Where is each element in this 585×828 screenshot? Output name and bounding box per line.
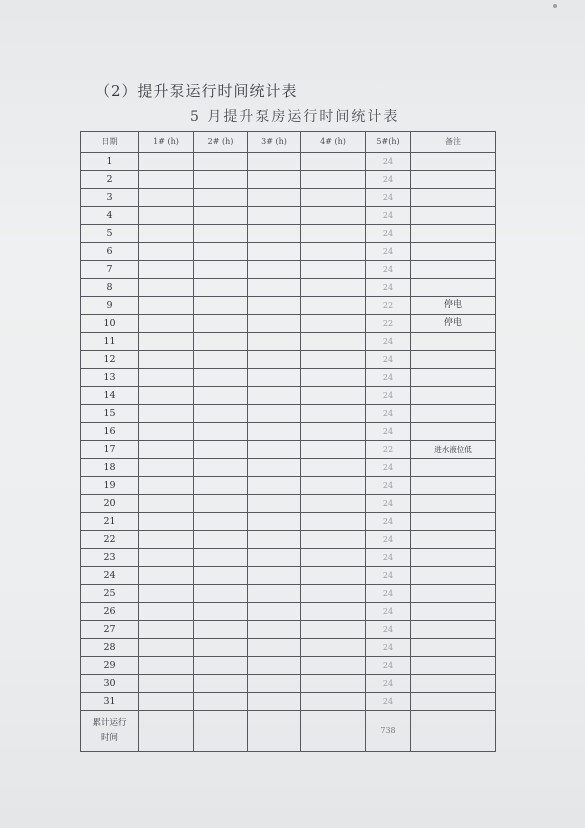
header-date: 日期 bbox=[81, 132, 139, 153]
cell-remark bbox=[411, 189, 496, 207]
cell-remark bbox=[411, 225, 496, 243]
cell-pump-2 bbox=[194, 675, 248, 693]
table-row bbox=[81, 639, 496, 657]
cell-pump-4 bbox=[301, 495, 366, 513]
cell-pump-2 bbox=[194, 153, 248, 171]
cell-pump-4 bbox=[301, 333, 366, 351]
header-remark: 备注 bbox=[411, 132, 496, 153]
section-title: （2）提升泵运行时间统计表 bbox=[95, 82, 298, 100]
cell-date: 31 bbox=[81, 693, 139, 711]
cell-date: 30 bbox=[81, 675, 139, 693]
header-pump-4: 4# (h) bbox=[301, 132, 366, 153]
cell-pump-1 bbox=[139, 459, 194, 477]
cell-remark bbox=[411, 495, 496, 513]
cell-pump-1 bbox=[139, 189, 194, 207]
cell-remark bbox=[411, 387, 496, 405]
table-row bbox=[81, 441, 496, 459]
cell-pump-2 bbox=[194, 549, 248, 567]
cell-pump-5: 24 bbox=[366, 351, 411, 369]
table-row bbox=[81, 675, 496, 693]
cell-pump-2 bbox=[194, 603, 248, 621]
cell-pump-3 bbox=[248, 315, 301, 333]
cell-total-pump-4 bbox=[301, 711, 366, 752]
cell-date: 3 bbox=[81, 189, 139, 207]
cell-pump-3 bbox=[248, 549, 301, 567]
cell-total-remark bbox=[411, 711, 496, 752]
cell-pump-3 bbox=[248, 531, 301, 549]
header-pump-2: 2# (h) bbox=[194, 132, 248, 153]
cell-pump-2 bbox=[194, 279, 248, 297]
cell-pump-3 bbox=[248, 513, 301, 531]
cell-pump-2 bbox=[194, 261, 248, 279]
cell-pump-4 bbox=[301, 315, 366, 333]
cell-pump-1 bbox=[139, 549, 194, 567]
cell-remark bbox=[411, 513, 496, 531]
cell-pump-3 bbox=[248, 459, 301, 477]
table-row bbox=[81, 495, 496, 513]
cell-date: 10 bbox=[81, 315, 139, 333]
cell-date: 7 bbox=[81, 261, 139, 279]
cell-pump-1 bbox=[139, 315, 194, 333]
table-row bbox=[81, 261, 496, 279]
cell-pump-4 bbox=[301, 225, 366, 243]
cell-pump-5: 24 bbox=[366, 171, 411, 189]
cell-pump-4 bbox=[301, 513, 366, 531]
cell-pump-4 bbox=[301, 459, 366, 477]
cell-remark bbox=[411, 333, 496, 351]
cell-pump-5: 24 bbox=[366, 261, 411, 279]
cell-pump-4 bbox=[301, 639, 366, 657]
total-label-line-2: 时间 bbox=[100, 733, 118, 743]
table-row bbox=[81, 297, 496, 315]
table-row bbox=[81, 693, 496, 711]
table-row bbox=[81, 279, 496, 297]
cell-pump-3 bbox=[248, 441, 301, 459]
cell-pump-2 bbox=[194, 495, 248, 513]
cell-pump-5: 22 bbox=[366, 297, 411, 315]
paper-mark bbox=[553, 4, 557, 8]
cell-pump-4 bbox=[301, 387, 366, 405]
cell-pump-5: 24 bbox=[366, 495, 411, 513]
cell-pump-2 bbox=[194, 369, 248, 387]
cell-pump-5: 24 bbox=[366, 243, 411, 261]
cell-pump-3 bbox=[248, 405, 301, 423]
cell-remark bbox=[411, 369, 496, 387]
cell-date: 12 bbox=[81, 351, 139, 369]
table-row bbox=[81, 549, 496, 567]
cell-pump-3 bbox=[248, 297, 301, 315]
cell-pump-4 bbox=[301, 621, 366, 639]
cell-pump-5: 24 bbox=[366, 639, 411, 657]
cell-date: 5 bbox=[81, 225, 139, 243]
cell-pump-2 bbox=[194, 225, 248, 243]
cell-pump-5: 24 bbox=[366, 207, 411, 225]
cell-pump-5: 24 bbox=[366, 549, 411, 567]
cell-pump-4 bbox=[301, 657, 366, 675]
cell-remark bbox=[411, 675, 496, 693]
cell-pump-3 bbox=[248, 693, 301, 711]
cell-pump-4 bbox=[301, 405, 366, 423]
cell-pump-3 bbox=[248, 207, 301, 225]
table-row bbox=[81, 513, 496, 531]
cell-pump-1 bbox=[139, 171, 194, 189]
cell-remark bbox=[411, 549, 496, 567]
cell-date: 20 bbox=[81, 495, 139, 513]
header-pump-1: 1# (h) bbox=[139, 132, 194, 153]
cell-date: 28 bbox=[81, 639, 139, 657]
cell-remark bbox=[411, 477, 496, 495]
table-row bbox=[81, 567, 496, 585]
cell-pump-5: 24 bbox=[366, 675, 411, 693]
cell-pump-5: 24 bbox=[366, 189, 411, 207]
cell-remark bbox=[411, 567, 496, 585]
cell-pump-3 bbox=[248, 675, 301, 693]
cell-pump-5: 24 bbox=[366, 693, 411, 711]
cell-pump-2 bbox=[194, 441, 248, 459]
cell-pump-4 bbox=[301, 567, 366, 585]
cell-pump-3 bbox=[248, 225, 301, 243]
cell-pump-4 bbox=[301, 351, 366, 369]
cell-pump-5: 24 bbox=[366, 657, 411, 675]
cell-date: 16 bbox=[81, 423, 139, 441]
table-row bbox=[81, 315, 496, 333]
cell-date: 4 bbox=[81, 207, 139, 225]
cell-pump-4 bbox=[301, 261, 366, 279]
cell-pump-3 bbox=[248, 621, 301, 639]
cell-pump-2 bbox=[194, 657, 248, 675]
cell-remark bbox=[411, 693, 496, 711]
cell-remark bbox=[411, 351, 496, 369]
table-row bbox=[81, 657, 496, 675]
cell-pump-5: 24 bbox=[366, 405, 411, 423]
cell-pump-1 bbox=[139, 693, 194, 711]
cell-pump-5: 24 bbox=[366, 585, 411, 603]
cell-remark bbox=[411, 153, 496, 171]
cell-pump-4 bbox=[301, 369, 366, 387]
cell-pump-4 bbox=[301, 243, 366, 261]
cell-pump-2 bbox=[194, 315, 248, 333]
cell-remark: 停电 bbox=[411, 315, 496, 333]
cell-pump-4 bbox=[301, 153, 366, 171]
cell-pump-1 bbox=[139, 675, 194, 693]
cell-pump-2 bbox=[194, 513, 248, 531]
cell-pump-2 bbox=[194, 423, 248, 441]
cell-pump-4 bbox=[301, 693, 366, 711]
cell-date: 8 bbox=[81, 279, 139, 297]
cell-pump-1 bbox=[139, 441, 194, 459]
cell-total-pump-3 bbox=[248, 711, 301, 752]
cell-pump-2 bbox=[194, 297, 248, 315]
cell-pump-3 bbox=[248, 567, 301, 585]
cell-pump-4 bbox=[301, 585, 366, 603]
cell-pump-1 bbox=[139, 423, 194, 441]
cell-remark: 进水液位低 bbox=[411, 441, 496, 459]
header-pump-3: 3# (h) bbox=[248, 132, 301, 153]
cell-total-pump-1 bbox=[139, 711, 194, 752]
cell-date: 2 bbox=[81, 171, 139, 189]
cell-pump-5: 24 bbox=[366, 225, 411, 243]
cell-remark bbox=[411, 423, 496, 441]
cell-pump-2 bbox=[194, 567, 248, 585]
cell-pump-3 bbox=[248, 261, 301, 279]
cell-pump-1 bbox=[139, 369, 194, 387]
cell-pump-3 bbox=[248, 603, 301, 621]
cell-pump-1 bbox=[139, 531, 194, 549]
total-label bbox=[81, 711, 139, 752]
cell-pump-1 bbox=[139, 513, 194, 531]
table-row bbox=[81, 477, 496, 495]
cell-pump-1 bbox=[139, 405, 194, 423]
cell-remark bbox=[411, 279, 496, 297]
cell-pump-4 bbox=[301, 675, 366, 693]
table-row bbox=[81, 171, 496, 189]
cell-pump-1 bbox=[139, 567, 194, 585]
cell-pump-3 bbox=[248, 243, 301, 261]
cell-pump-3 bbox=[248, 171, 301, 189]
runtime-table bbox=[80, 131, 496, 752]
cell-pump-5: 24 bbox=[366, 333, 411, 351]
table-row bbox=[81, 153, 496, 171]
cell-pump-4 bbox=[301, 171, 366, 189]
cell-pump-1 bbox=[139, 639, 194, 657]
cell-pump-2 bbox=[194, 387, 248, 405]
cell-pump-3 bbox=[248, 423, 301, 441]
cell-pump-4 bbox=[301, 603, 366, 621]
cell-pump-1 bbox=[139, 387, 194, 405]
cell-pump-5: 24 bbox=[366, 279, 411, 297]
cell-pump-4 bbox=[301, 279, 366, 297]
cell-pump-5: 24 bbox=[366, 531, 411, 549]
cell-date: 17 bbox=[81, 441, 139, 459]
cell-date: 29 bbox=[81, 657, 139, 675]
cell-pump-2 bbox=[194, 621, 248, 639]
table-row bbox=[81, 333, 496, 351]
cell-pump-1 bbox=[139, 657, 194, 675]
cell-remark: 停电 bbox=[411, 297, 496, 315]
cell-pump-5: 24 bbox=[366, 369, 411, 387]
cell-pump-5: 24 bbox=[366, 567, 411, 585]
cell-pump-3 bbox=[248, 657, 301, 675]
cell-pump-1 bbox=[139, 477, 194, 495]
cell-pump-5: 24 bbox=[366, 477, 411, 495]
cell-pump-1 bbox=[139, 495, 194, 513]
cell-pump-1 bbox=[139, 207, 194, 225]
cell-pump-2 bbox=[194, 243, 248, 261]
cell-remark bbox=[411, 639, 496, 657]
cell-date: 26 bbox=[81, 603, 139, 621]
cell-pump-1 bbox=[139, 243, 194, 261]
cell-remark bbox=[411, 657, 496, 675]
header-pump-5: 5#(h) bbox=[366, 132, 411, 153]
cell-pump-2 bbox=[194, 459, 248, 477]
cell-pump-2 bbox=[194, 405, 248, 423]
cell-pump-4 bbox=[301, 531, 366, 549]
cell-pump-3 bbox=[248, 477, 301, 495]
cell-remark bbox=[411, 603, 496, 621]
cell-pump-5: 24 bbox=[366, 621, 411, 639]
cell-pump-4 bbox=[301, 207, 366, 225]
cell-date: 13 bbox=[81, 369, 139, 387]
cell-pump-2 bbox=[194, 351, 248, 369]
cell-pump-5: 22 bbox=[366, 441, 411, 459]
table-row bbox=[81, 405, 496, 423]
table-row bbox=[81, 189, 496, 207]
cell-pump-2 bbox=[194, 171, 248, 189]
cell-pump-2 bbox=[194, 585, 248, 603]
cell-pump-2 bbox=[194, 477, 248, 495]
cell-date: 25 bbox=[81, 585, 139, 603]
cell-pump-2 bbox=[194, 693, 248, 711]
cell-date: 27 bbox=[81, 621, 139, 639]
cell-date: 19 bbox=[81, 477, 139, 495]
cell-pump-1 bbox=[139, 279, 194, 297]
cell-remark bbox=[411, 459, 496, 477]
cell-remark bbox=[411, 621, 496, 639]
cell-pump-3 bbox=[248, 639, 301, 657]
cell-pump-5: 24 bbox=[366, 513, 411, 531]
table-row bbox=[81, 351, 496, 369]
cell-date: 14 bbox=[81, 387, 139, 405]
cell-pump-2 bbox=[194, 639, 248, 657]
table-row bbox=[81, 207, 496, 225]
cell-pump-3 bbox=[248, 495, 301, 513]
cell-pump-1 bbox=[139, 351, 194, 369]
cell-pump-4 bbox=[301, 189, 366, 207]
cell-pump-3 bbox=[248, 189, 301, 207]
cell-date: 22 bbox=[81, 531, 139, 549]
cell-pump-2 bbox=[194, 333, 248, 351]
cell-remark bbox=[411, 405, 496, 423]
cell-date: 18 bbox=[81, 459, 139, 477]
total-row bbox=[81, 711, 496, 752]
cell-pump-1 bbox=[139, 297, 194, 315]
cell-pump-1 bbox=[139, 585, 194, 603]
cell-total-pump-5: 738 bbox=[366, 711, 411, 752]
table-row bbox=[81, 369, 496, 387]
cell-pump-1 bbox=[139, 333, 194, 351]
cell-remark bbox=[411, 171, 496, 189]
cell-pump-3 bbox=[248, 351, 301, 369]
cell-date: 23 bbox=[81, 549, 139, 567]
cell-date: 9 bbox=[81, 297, 139, 315]
cell-pump-1 bbox=[139, 603, 194, 621]
cell-date: 15 bbox=[81, 405, 139, 423]
table-row bbox=[81, 423, 496, 441]
cell-pump-4 bbox=[301, 477, 366, 495]
table-header-row bbox=[81, 132, 496, 153]
cell-pump-3 bbox=[248, 333, 301, 351]
table-body bbox=[81, 153, 496, 752]
cell-pump-1 bbox=[139, 153, 194, 171]
table-row bbox=[81, 585, 496, 603]
cell-pump-2 bbox=[194, 189, 248, 207]
cell-remark bbox=[411, 585, 496, 603]
cell-date: 1 bbox=[81, 153, 139, 171]
cell-pump-4 bbox=[301, 297, 366, 315]
cell-pump-5: 24 bbox=[366, 153, 411, 171]
cell-pump-1 bbox=[139, 225, 194, 243]
cell-pump-5: 24 bbox=[366, 459, 411, 477]
cell-date: 21 bbox=[81, 513, 139, 531]
cell-date: 24 bbox=[81, 567, 139, 585]
cell-pump-3 bbox=[248, 279, 301, 297]
table-title: 5 月提升泵房运行时间统计表 bbox=[190, 109, 400, 125]
cell-date: 11 bbox=[81, 333, 139, 351]
cell-remark bbox=[411, 261, 496, 279]
table-row bbox=[81, 459, 496, 477]
cell-remark bbox=[411, 243, 496, 261]
cell-pump-2 bbox=[194, 207, 248, 225]
cell-pump-5: 24 bbox=[366, 603, 411, 621]
table-row bbox=[81, 603, 496, 621]
cell-remark bbox=[411, 531, 496, 549]
cell-remark bbox=[411, 207, 496, 225]
table-row bbox=[81, 243, 496, 261]
table-row bbox=[81, 531, 496, 549]
cell-pump-3 bbox=[248, 369, 301, 387]
cell-date: 6 bbox=[81, 243, 139, 261]
cell-pump-5: 24 bbox=[366, 423, 411, 441]
table-row bbox=[81, 621, 496, 639]
cell-pump-2 bbox=[194, 531, 248, 549]
cell-pump-5: 22 bbox=[366, 315, 411, 333]
cell-pump-5: 24 bbox=[366, 387, 411, 405]
cell-pump-1 bbox=[139, 261, 194, 279]
cell-pump-4 bbox=[301, 441, 366, 459]
cell-pump-4 bbox=[301, 423, 366, 441]
cell-total-pump-2 bbox=[194, 711, 248, 752]
cell-pump-4 bbox=[301, 549, 366, 567]
cell-pump-3 bbox=[248, 387, 301, 405]
cell-pump-1 bbox=[139, 621, 194, 639]
table-row bbox=[81, 225, 496, 243]
table-row bbox=[81, 387, 496, 405]
total-label-line-1: 累计运行 bbox=[92, 718, 127, 728]
cell-pump-3 bbox=[248, 585, 301, 603]
cell-pump-3 bbox=[248, 153, 301, 171]
